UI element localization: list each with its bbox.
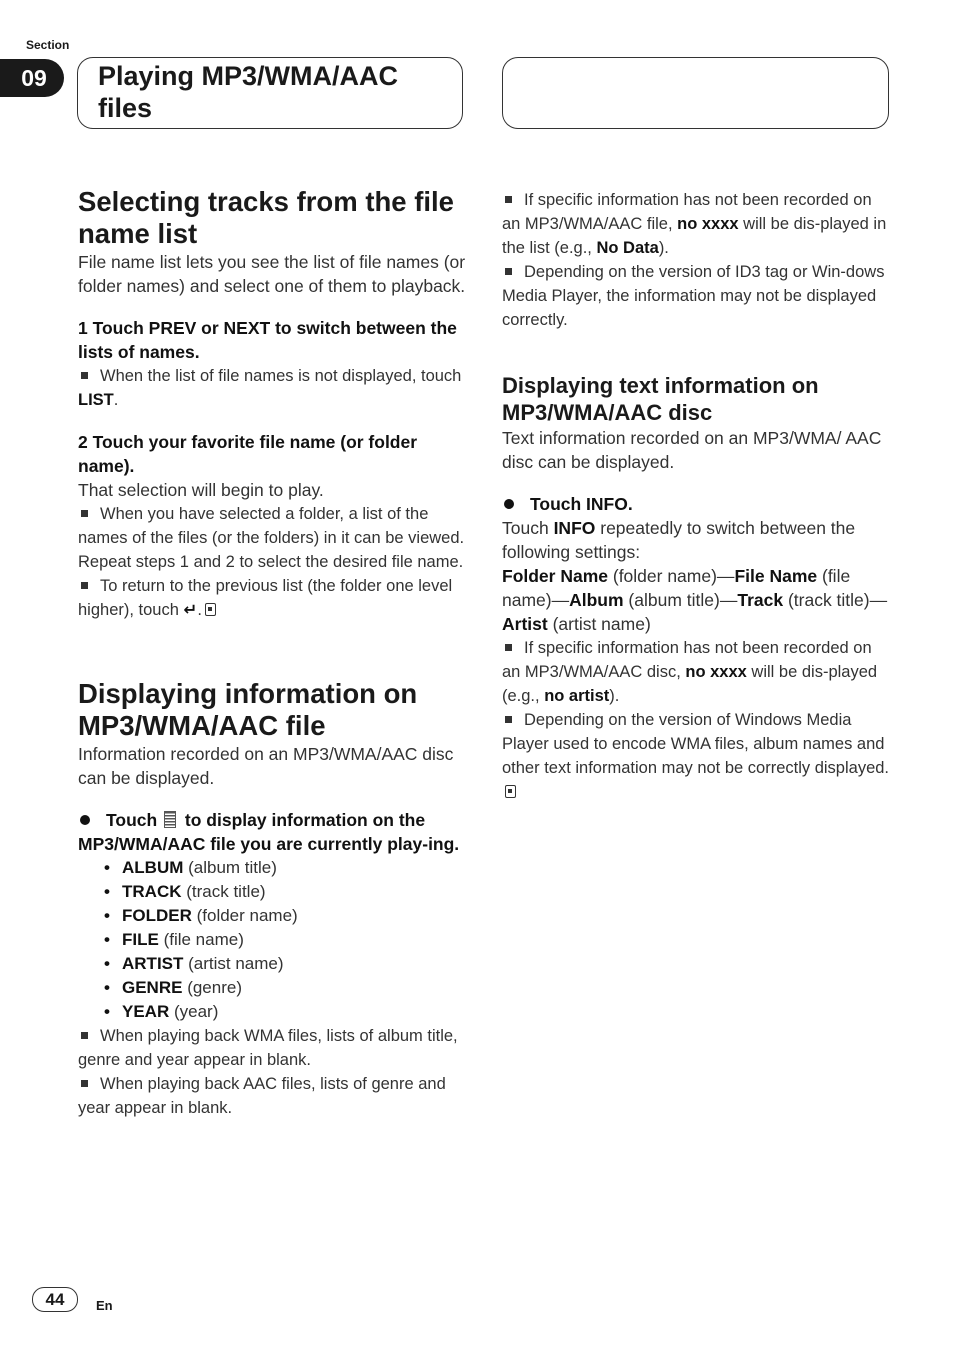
square-bullet-icon	[505, 716, 512, 723]
info-step: Touch to display information on the MP3/WMA/AAC file you are currently play-ing.	[78, 810, 460, 854]
step-2-note-return: To return to the previous list (the folder one level higher), touch ↵.	[78, 577, 453, 619]
displaying-information-intro: Information recorded on an MP3/WMA/AAC disc can be displayed.	[78, 744, 454, 788]
square-bullet-icon	[505, 644, 512, 651]
end-mark-icon	[505, 785, 516, 798]
square-bullet-icon	[81, 372, 88, 379]
section-number-badge: 09	[0, 59, 64, 97]
step-2-heading: 2 Touch your favorite file name (or folder name).	[78, 432, 418, 476]
square-bullet-icon	[81, 1032, 88, 1039]
wma-note: When playing back WMA files, lists of album title, genre and year appear in blank.	[78, 1027, 458, 1069]
section-heading-text-information: Displaying text information on MP3/WMA/AAC disc	[502, 373, 819, 425]
list-item: • TRACK (track title)	[100, 880, 466, 904]
no-data-note: If specific information has not been recorded on an MP3/WMA/AAC file, no xxxx will be dis-played in the list (e.g., No Data).	[502, 191, 887, 257]
section-heading-selecting-tracks: Selecting tracks from the file name list	[78, 186, 454, 249]
header-blank-box	[502, 57, 889, 129]
left-column	[78, 186, 466, 1120]
list-icon	[164, 811, 176, 828]
list-item: • FILE (file name)	[100, 928, 466, 952]
id3-note: Depending on the version of ID3 tag or Win-dows Media Player, the information may not be displayed correctly.	[502, 263, 885, 329]
list-item: • FOLDER (folder name)	[100, 904, 466, 928]
list-item: • YEAR (year)	[100, 1000, 466, 1024]
square-bullet-icon	[81, 510, 88, 517]
page-title-text: Playing MP3/WMA/AAC files	[98, 61, 399, 123]
language-label: En	[96, 1298, 113, 1313]
right-column	[502, 188, 890, 804]
page-title	[77, 57, 463, 129]
aac-note: When playing back AAC files, lists of genre and year appear in blank.	[78, 1075, 446, 1117]
list-item: • ALBUM (album title)	[100, 856, 466, 880]
touch-info-body: Touch INFO repeatedly to switch between the following settings:	[502, 518, 856, 562]
list-item: • GENRE (genre)	[100, 976, 466, 1000]
square-bullet-icon	[81, 582, 88, 589]
touch-info-step: Touch INFO.	[502, 492, 890, 516]
step-1-note: When the list of file names is not displayed, touch LIST.	[78, 367, 462, 409]
settings-cycle: Folder Name (folder name)—File Name (file name)—Album (album title)—Track (track title)—Artist (artist name)	[502, 566, 888, 634]
page-number: 44	[32, 1287, 78, 1312]
no-artist-note: If specific information has not been recorded on an MP3/WMA/AAC disc, no xxxx will be dis-played (e.g., no artist).	[502, 639, 878, 705]
square-bullet-icon	[505, 268, 512, 275]
step-1-heading: 1 Touch PREV or NEXT to switch between the lists of names.	[78, 318, 457, 362]
step-2-note-folder: When you have selected a folder, a list of the names of the files (or the folders) in it can be viewed. Repeat steps 1 and 2 to select the desired file name.	[78, 505, 465, 571]
round-bullet-icon	[504, 499, 514, 509]
square-bullet-icon	[81, 1080, 88, 1087]
section-heading-displaying-information: Displaying information on MP3/WMA/AAC file	[78, 678, 418, 741]
section-label: Section	[26, 38, 70, 52]
round-bullet-icon	[80, 815, 90, 825]
step-2-body: That selection will begin to play.	[78, 480, 324, 500]
selecting-tracks-intro: File name list lets you see the list of file names (or folder names) and select one of them to playback.	[78, 252, 466, 296]
list-item: • ARTIST (artist name)	[100, 952, 466, 976]
return-symbol-icon: ↵	[183, 601, 198, 619]
info-items-list	[78, 856, 466, 1024]
text-information-intro: Text information recorded on an MP3/WMA/ AAC disc can be displayed.	[502, 428, 882, 472]
end-mark-icon	[205, 603, 216, 616]
square-bullet-icon	[505, 196, 512, 203]
windows-media-note: Depending on the version of Windows Media Player used to encode WMA files, album names and other text information may not be correctly displayed.	[502, 708, 890, 804]
